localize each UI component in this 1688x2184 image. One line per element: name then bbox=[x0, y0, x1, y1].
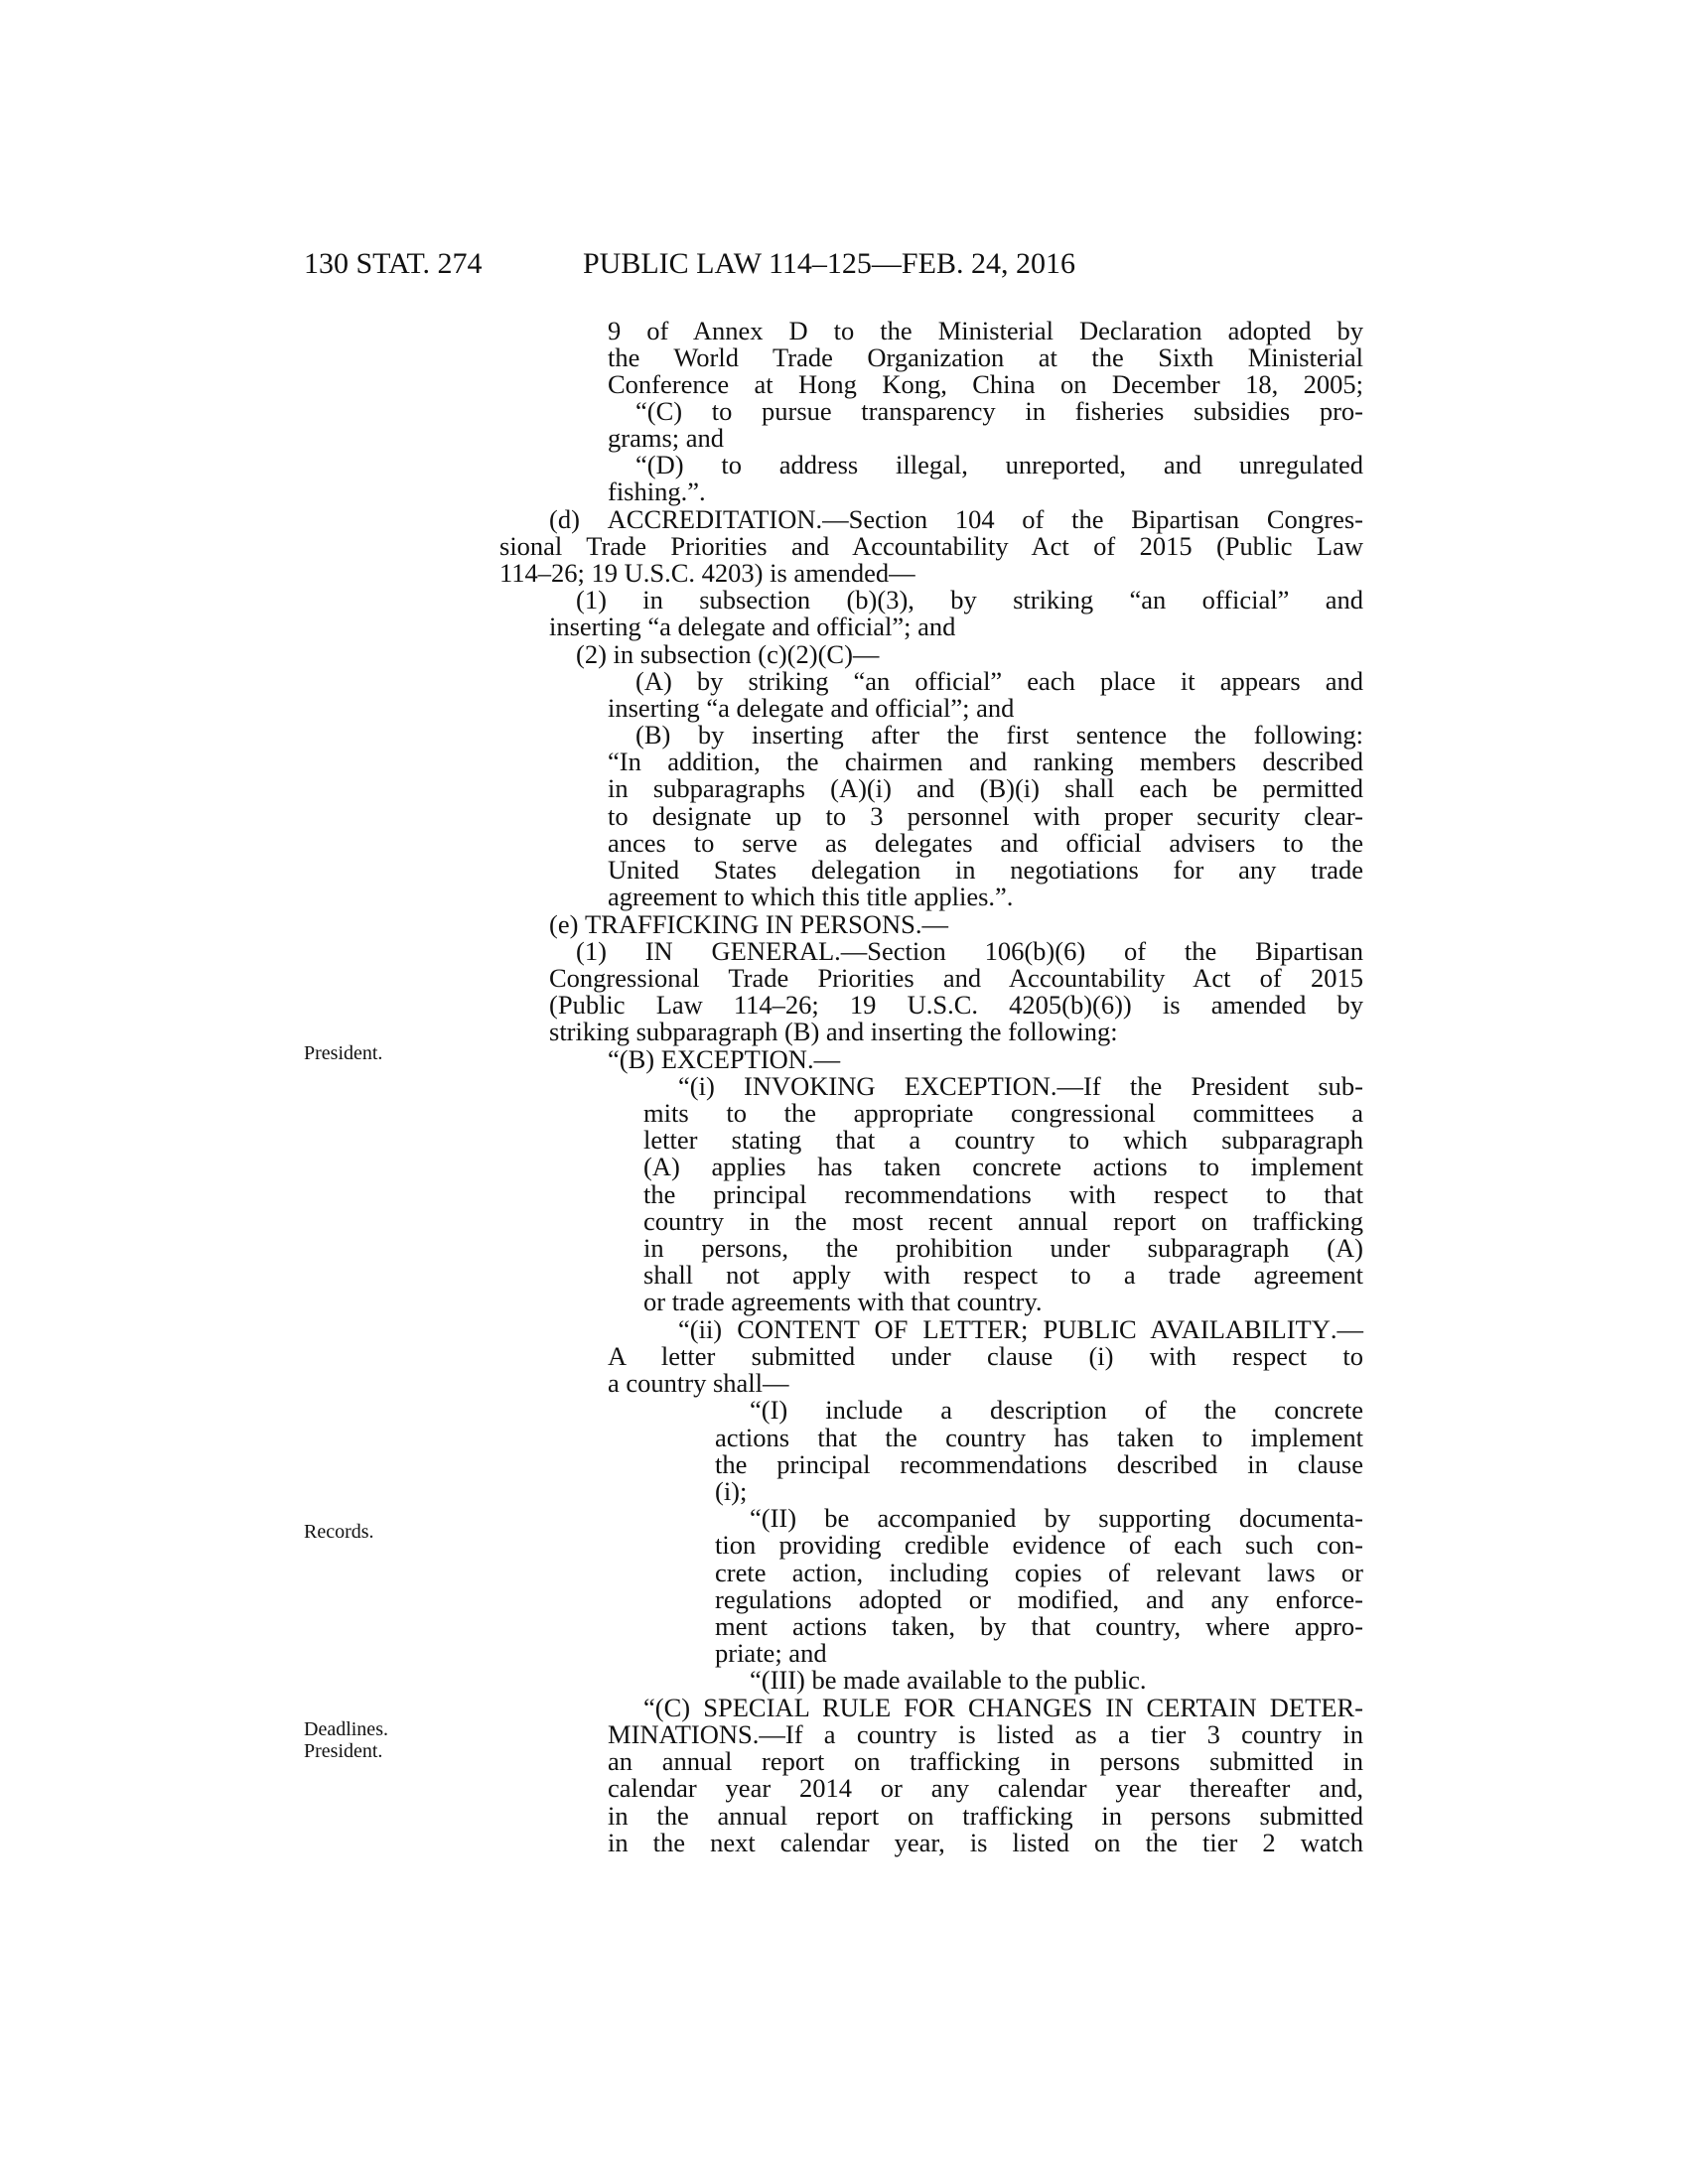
text-line: calendar year 2014 or any calendar year thereafter and, bbox=[608, 1773, 1363, 1803]
text-line: “(i) INVOKING EXCEPTION.—If the President sub- bbox=[678, 1071, 1363, 1101]
margin-note-records: Records. bbox=[304, 1521, 374, 1543]
text-line: ances to serve as delegates and official advisers to the bbox=[608, 828, 1363, 858]
page-header-title: PUBLIC LAW 114–125—FEB. 24, 2016 bbox=[583, 247, 1075, 280]
text-line: (i); bbox=[715, 1476, 748, 1506]
text-line: tion providing credible evidence of each such con- bbox=[715, 1530, 1363, 1560]
text-line: “(D) to address illegal, unreported, and unregulated bbox=[635, 450, 1363, 479]
heading-accreditation: ACCREDITATION bbox=[607, 504, 816, 534]
text-line: fishing.”. bbox=[608, 477, 706, 506]
text-line: shall not apply with respect to a trade agreement bbox=[643, 1260, 1363, 1290]
page-stat-number: 130 STAT. 274 bbox=[304, 247, 483, 280]
text-line: inserting “a delegate and official”; and bbox=[549, 612, 956, 641]
text-line: “(C) SPECIAL RULE FOR CHANGES IN CERTAIN DETER- bbox=[643, 1693, 1363, 1722]
text-line: (A) by striking “an official” each place it appears and bbox=[635, 666, 1363, 696]
text-line: (B) by inserting after the first sentence the following: bbox=[635, 720, 1363, 750]
text-line: A letter submitted under clause (i) with respect to bbox=[608, 1341, 1363, 1371]
heading-exception: EXCEPTION bbox=[660, 1044, 807, 1074]
text-line: letter stating that a country to which subparagraph bbox=[643, 1125, 1363, 1155]
text-line: inserting “a delegate and official”; and bbox=[608, 693, 1015, 723]
text-line: “(I) include a description of the concrete bbox=[750, 1395, 1363, 1425]
text-line: ment actions taken, by that country, where appro- bbox=[715, 1611, 1363, 1641]
text-line: (1) in subsection (b)(3), by striking “an official” and bbox=[576, 585, 1363, 614]
text-line: mits to the appropriate congressional committees a bbox=[643, 1098, 1363, 1128]
text-line: MINATIONS.—If a country is listed as a tier 3 country in bbox=[608, 1719, 1363, 1749]
text-line: country in the most recent annual report on trafficking bbox=[643, 1206, 1363, 1236]
text-line: Conference at Hong Kong, China on December 18, 2005; bbox=[608, 369, 1363, 399]
text-line: in the annual report on trafficking in persons submitted bbox=[608, 1801, 1363, 1831]
text-line: “(ii) CONTENT OF LETTER; PUBLIC AVAILABILITY.— bbox=[678, 1314, 1363, 1344]
margin-note-president: President. bbox=[304, 1042, 383, 1064]
margin-note-president-2: President. bbox=[304, 1740, 383, 1762]
text-line: agreement to which this title applies.”. bbox=[608, 882, 1014, 911]
text-line: the principal recommendations described in clause bbox=[715, 1449, 1363, 1479]
text-line: (Public Law 114–26; 19 U.S.C. 4205(b)(6)) is amended by bbox=[549, 990, 1363, 1020]
heading-trafficking-in-persons: TRAFFICKING IN PERSONS bbox=[585, 909, 915, 939]
margin-note-deadlines: Deadlines. bbox=[304, 1718, 388, 1740]
text-line: striking subparagraph (B) and inserting the following: bbox=[549, 1017, 1118, 1046]
text-line: “(III) be made available to the public. bbox=[750, 1665, 1147, 1695]
text-line: 114–26; 19 U.S.C. 4203) is amended— bbox=[499, 558, 915, 588]
text-line: the World Trade Organization at the Sixth Ministerial bbox=[608, 342, 1363, 372]
text-line: (e) TRAFFICKING IN PERSONS.— bbox=[549, 909, 948, 939]
text-line: in subparagraphs (A)(i) and (B)(i) shall each be permitted bbox=[608, 773, 1363, 803]
text-line: Congressional Trade Priorities and Accountability Act of 2015 bbox=[549, 963, 1363, 993]
heading-special-rule: SPECIAL RULE FOR CHANGES IN CERTAIN DETER bbox=[703, 1693, 1355, 1722]
text-line: to designate up to 3 personnel with proper security clear- bbox=[608, 801, 1363, 831]
text-line: regulations adopted or modified, and any enforce- bbox=[715, 1584, 1363, 1614]
text-line: “(II) be accompanied by supporting documenta- bbox=[750, 1503, 1363, 1533]
text-line: in persons, the prohibition under subparagraph (A) bbox=[643, 1233, 1363, 1263]
text-line: in the next calendar year, is listed on the tier 2 watch bbox=[608, 1828, 1363, 1857]
heading-in-general: IN GENERAL bbox=[644, 936, 835, 966]
text-line: “In addition, the chairmen and ranking members described bbox=[608, 747, 1363, 776]
text-line: or trade agreements with that country. bbox=[643, 1287, 1043, 1316]
text-line: (d) ACCREDITATION.—Section 104 of the Bipartisan Congres- bbox=[549, 504, 1363, 534]
text-line: (2) in subsection (c)(2)(C)— bbox=[576, 639, 880, 669]
text-line: priate; and bbox=[715, 1638, 827, 1668]
text-line: a country shall— bbox=[608, 1368, 789, 1398]
text-line: United States delegation in negotiations for any trade bbox=[608, 855, 1363, 885]
text-line: grams; and bbox=[608, 423, 725, 453]
text-line: an annual report on trafficking in persons submitted in bbox=[608, 1746, 1363, 1776]
text-line: (A) applies has taken concrete actions to implement bbox=[643, 1152, 1363, 1181]
text-line: 9 of Annex D to the Ministerial Declaration adopted by bbox=[608, 316, 1363, 345]
text-line: crete action, including copies of relevant laws or bbox=[715, 1558, 1363, 1587]
text-line: actions that the country has taken to implement bbox=[715, 1423, 1363, 1452]
text-line: the principal recommendations with respect to that bbox=[643, 1179, 1363, 1209]
text-line: sional Trade Priorities and Accountability Act of 2015 (Public Law bbox=[499, 531, 1363, 561]
text-line: “(B) EXCEPTION.— bbox=[608, 1044, 841, 1074]
heading-invoking-exception: INVOKING EXCEPTION bbox=[744, 1071, 1051, 1101]
heading-content-of-letter: CONTENT OF LETTER; PUBLIC AVAILABILITY bbox=[737, 1314, 1331, 1344]
text-line: “(C) to pursue transparency in fisheries subsidies pro- bbox=[635, 396, 1363, 426]
text-line: (1) IN GENERAL.—Section 106(b)(6) of the Bipartisan bbox=[576, 936, 1363, 966]
